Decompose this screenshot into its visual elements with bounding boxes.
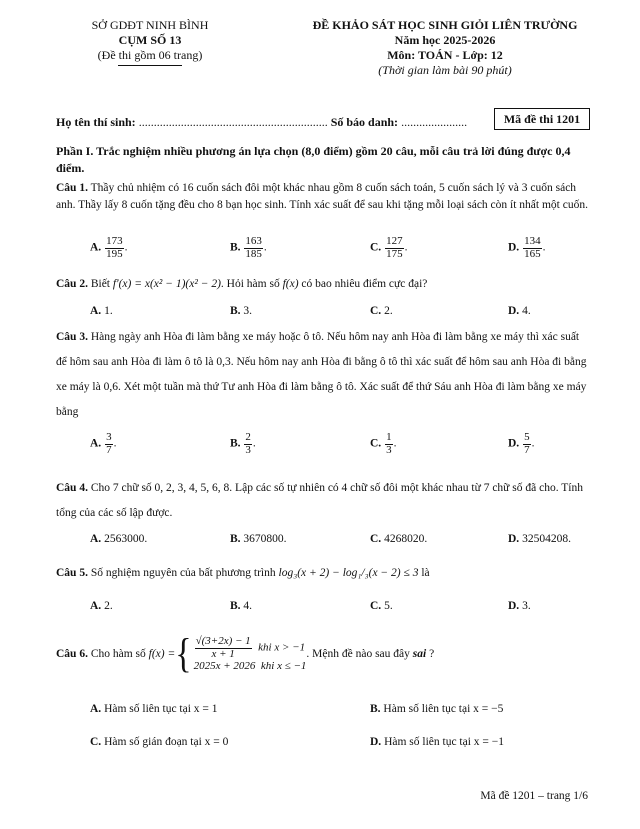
q4-option-c[interactable]: C. 4268020. [370, 533, 428, 545]
q4-option-d[interactable]: D. 32504208. [508, 533, 571, 545]
question-1 [56, 180, 590, 214]
id-label: Số báo danh: [330, 115, 399, 129]
q5-option-b[interactable]: B. 4. [230, 600, 253, 612]
q3-option-b[interactable]: B. $\frac{2}{3}$ . [230, 431, 256, 456]
q5-option-a[interactable]: A. 2. [90, 600, 113, 612]
question-3 [56, 325, 590, 425]
q1-option-c[interactable]: C. $\frac{127}{175}$ . [370, 235, 408, 260]
id-field[interactable]: ...................... [401, 115, 468, 129]
fraction: $\frac{163}{185}$ [245, 235, 262, 260]
subject: Môn: TOÁN - Lớp: 12 [387, 48, 503, 62]
part1-title: Phần I. Trắc nghiệm nhiều phương án lựa chọn (8,0 điểm) gồm 20 câu, mỗi câu trả lời đúng được 0,4 điểm. [56, 144, 571, 175]
q4-text: Cho 7 chữ số 0, 2, 3, 4, 5, 6, 8. Lập các số tự nhiên có 4 chữ số đôi một khác nhau từ 7 chữ số đã cho. Tính tổng của các số lập được. [56, 482, 583, 519]
question-4 [56, 476, 590, 526]
question-6: Câu 6. Cho hàm số f(x) = { $\frac{√(3+2x) - 1}{x + 1}$ khi x > −1 2025x + 2026 khi x ≤ −1 . Mệnh đề nào sau đây sai ? [56, 632, 435, 677]
fraction: $\frac{173}{195}$ [106, 235, 123, 260]
header-left-rule [118, 65, 182, 66]
q6-option-b[interactable]: B. Hàm số liên tục tại x = −5 [370, 703, 504, 715]
fraction: $\frac{127}{175}$ [386, 235, 403, 260]
question-2: Câu 2. Biết f′(x) = x(x² − 1)(x² − 2). Hỏi hàm số f(x) có bao nhiêu điểm cực đại? [56, 278, 428, 290]
q3-option-d[interactable]: D. $\frac{5}{7}$ . [508, 431, 535, 456]
q6-option-c[interactable]: C. Hàm số gián đoạn tại x = 0 [90, 736, 229, 748]
exam-code-box: Mã đề thi 1201 [494, 108, 590, 130]
q5-option-c[interactable]: C. 5. [370, 600, 393, 612]
q4-option-a[interactable]: A. 2563000. [90, 533, 148, 545]
q3-option-c[interactable]: C. $\frac{1}{3}$ . [370, 431, 397, 456]
school-year: Năm học 2025-2026 [394, 33, 496, 47]
q2-option-c[interactable]: C. 2. [370, 305, 393, 317]
q6-option-a[interactable]: A. Hàm số liên tục tại x = 1 [90, 703, 218, 715]
q2-option-d[interactable]: D. 4. [508, 305, 531, 317]
q2-label: Câu 2. [56, 278, 88, 290]
exam-title: ĐỀ KHẢO SÁT HỌC SINH GIỎI LIÊN TRƯỜNG [312, 18, 578, 32]
header-left [70, 18, 230, 66]
name-label: Họ tên thí sinh: [56, 115, 136, 129]
fraction: $\frac{3}{7}$ [106, 431, 112, 456]
q5-formula: log₃(x + 2) − log₁/₃(x − 2) ≤ 3 [278, 567, 419, 579]
fraction: $\frac{5}{7}$ [524, 431, 530, 456]
fraction: $\frac{2}{3}$ [245, 431, 251, 456]
pages-note: (Đề thi gồm 06 trang) [97, 48, 203, 62]
q4-label: Câu 4. [56, 482, 88, 494]
q2-option-b[interactable]: B. 3. [230, 305, 253, 317]
q1-option-d[interactable]: D. $\frac{134}{165}$ . [508, 235, 546, 260]
fraction: $\frac{1}{3}$ [386, 431, 392, 456]
fraction: $\frac{134}{165}$ [524, 235, 541, 260]
student-info [56, 115, 467, 130]
dept-name: SỞ GDĐT NINH BÌNH [91, 18, 209, 32]
q2-formula: f′(x) = x(x² − 1)(x² − 2) [112, 278, 221, 290]
q2-option-a[interactable]: A. 1. [90, 305, 113, 317]
q6-label: Câu 6. [56, 648, 88, 661]
fraction: $\frac{√(3+2x) - 1}{x + 1}$ [195, 635, 251, 660]
q6-option-d[interactable]: D. Hàm số liên tục tại x = −1 [370, 736, 505, 748]
question-5: Câu 5. Số nghiệm nguyên của bất phương trình log₃(x + 2) − log₁/₃(x − 2) ≤ 3 là [56, 567, 430, 579]
piecewise-function: { $\frac{√(3+2x) - 1}{x + 1}$ khi x > −1 2025x + 2026 khi x ≤ −1 [175, 632, 307, 677]
q3-option-a[interactable]: A. $\frac{3}{7}$ . [90, 431, 117, 456]
q3-text: Hàng ngày anh Hòa đi làm bằng xe máy hoặc ô tô. Nếu hôm nay anh Hòa đi làm bằng xe máy thì xác suất để hôm sau anh Hòa đi làm ô tô là 0,3. Nếu hôm nay anh Hòa đi bằng ô tô thì xác suất để hôm sau anh Hòa đi bằng xe máy là 0,6. Xét một tuần mà thứ Tư anh Hòa đi làm bằng ô tô. Xác suất để thứ Sáu anh Hòa đi làm bằng xe máy bằng [56, 331, 587, 418]
page-footer: Mã đề 1201 – trang 1/6 [480, 790, 588, 802]
q1-text: Thầy chủ nhiệm có 16 cuốn sách đôi một khác nhau gồm 8 cuốn sách toán, 5 cuốn sách lý và 3 cuốn sách anh. Thầy lấy 8 cuốn tặng đều cho 8 bạn học sinh. Tính xác suất để sau khi tặng mỗi loại sách còn ít nhất một cuốn. [56, 182, 588, 211]
q1-option-b[interactable]: B. $\frac{163}{185}$ . [230, 235, 267, 260]
q5-option-d[interactable]: D. 3. [508, 600, 531, 612]
q1-option-a[interactable]: A. $\frac{173}{195}$ . [90, 235, 128, 260]
q3-label: Câu 3. [56, 331, 88, 343]
name-field[interactable]: ............................................................... [138, 115, 328, 129]
cluster-name: CỤM SỐ 13 [118, 33, 182, 47]
q1-label: Câu 1. [56, 182, 88, 194]
duration: (Thời gian làm bài 90 phút) [378, 63, 512, 77]
q5-label: Câu 5. [56, 567, 88, 579]
q4-option-b[interactable]: B. 3670800. [230, 533, 287, 545]
header-right [300, 18, 590, 78]
